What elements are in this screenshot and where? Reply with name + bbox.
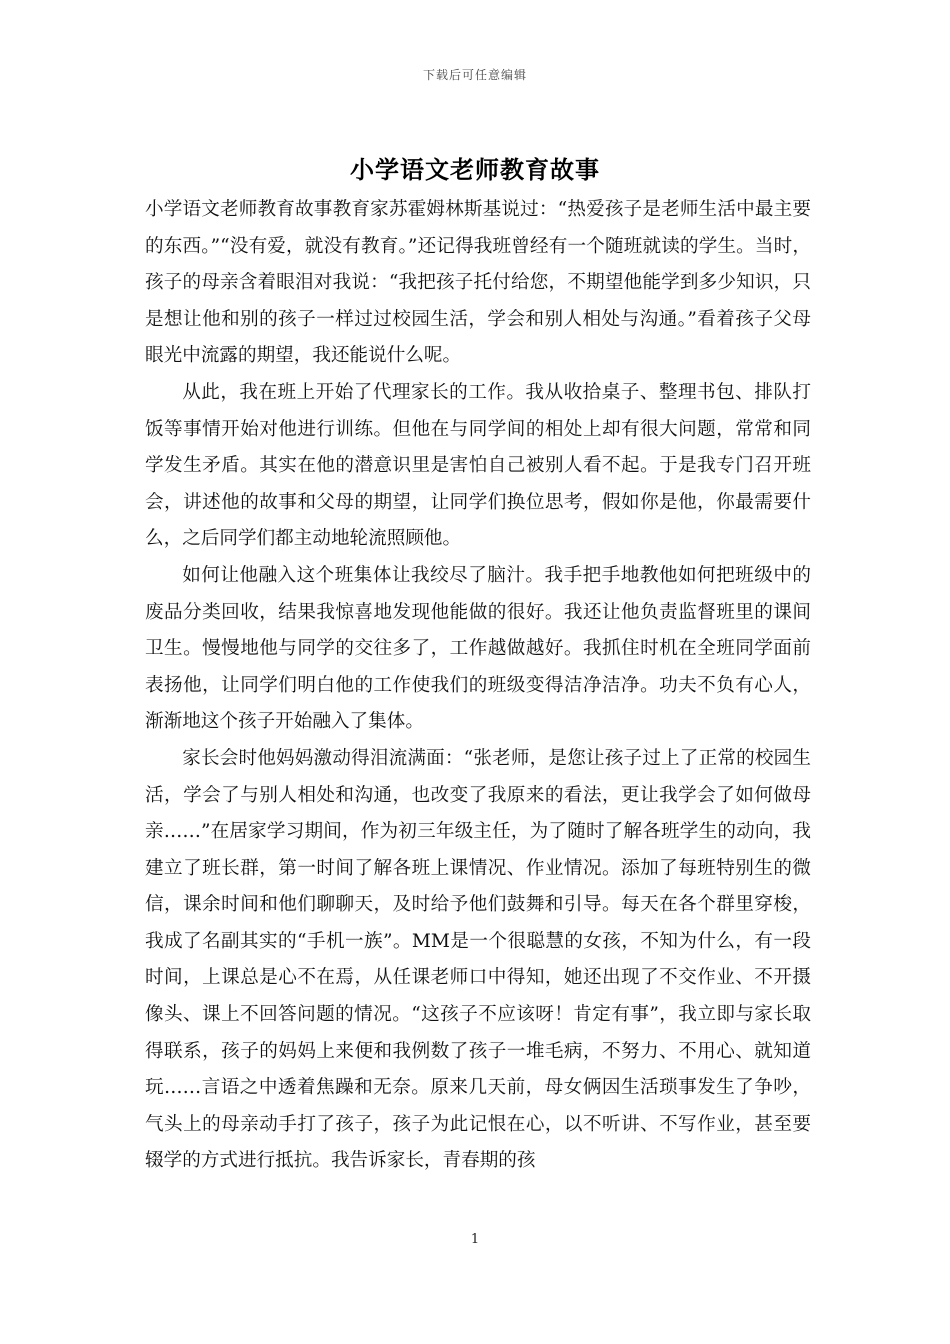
paragraph-4: 家长会时他妈妈激动得泪流满面：“张老师，是您让孩子过上了正常的校园生活，学会了与别人相处和沟通，也改变了我原来的看法，更让我学会了如何做母亲……”在居家学习期间，作为初三年级主任，为了随时了解各班学生的动向，我建立了班长群，第一时间了解各班上课情况、作业情况。添加了每班特别生的微信，课余时间和他们聊聊天，及时给予他们鼓舞和引导。每天在各个群里穿梭，我成了名副其实的“手机一族”。MM是一个很聪慧的女孩，不知为什么，有一段时间，上课总是心不在焉，从任课老师口中得知，她还出现了不交作业、不开摄像头、课上不回答问题的情况。“这孩子不应该呀！肯定有事”，我立即与家长取得联系，孩子的妈妈上来便和我例数了孩子一堆毛病，不努力、不用心、就知道玩……言语之中透着焦躁和无奈。原来几天前，母女俩因生活琐事发生了争吵，气头上的母亲动手打了孩子，孩子为此记恨在心，以不听讲、不写作业，甚至要辍学的方式进行抵抗。我告诉家长，青春期的孩	[145, 747, 811, 1172]
paragraph-1: 小学语文老师教育故事教育家苏霍姆林斯基说过：“热爱孩子是老师生活中最主要的东西。”“没有爱，就没有教育。”还记得我班曾经有一个随班就读的学生。当时，孩子的母亲含着眼泪对我说：“我把孩子托付给您，不期望他能学到多少知识，只是想让他和别的孩子一样过过校园生活，学会和别人相处与沟通。”看着孩子父母眼光中流露的期望，我还能说什么呢。	[145, 199, 811, 367]
paragraph-2: 从此，我在班上开始了代理家长的工作。我从收拾桌子、整理书包、排队打饭等事情开始对他进行训练。但他在与同学间的相处上却有很大问题，常常和同学发生矛盾。其实在他的潜意识里是害怕自己被别人看不起。于是我专门召开班会，讲述他的故事和父母的期望，让同学们换位思考，假如你是他，你最需要什么，之后同学们都主动地轮流照顾他。	[145, 381, 811, 550]
document-body	[145, 192, 811, 1180]
document-title: 小学语文老师教育故事	[350, 155, 600, 184]
header-note: 下载后可任意编辑	[422, 68, 527, 82]
paragraph-3: 如何让他融入这个班集体让我绞尽了脑汁。我手把手地教他如何把班级中的废品分类回收，结果我惊喜地发现他能做的很好。我还让他负责监督班里的课间卫生。慢慢地他与同学的交往多了，工作越做越好。我抓住时机在全班同学面前表扬他，让同学们明白他的工作使我们的班级变得洁净洁净。功夫不负有心人，渐渐地这个孩子开始融入了集体。	[145, 564, 811, 733]
page-number: 1	[470, 1232, 480, 1247]
